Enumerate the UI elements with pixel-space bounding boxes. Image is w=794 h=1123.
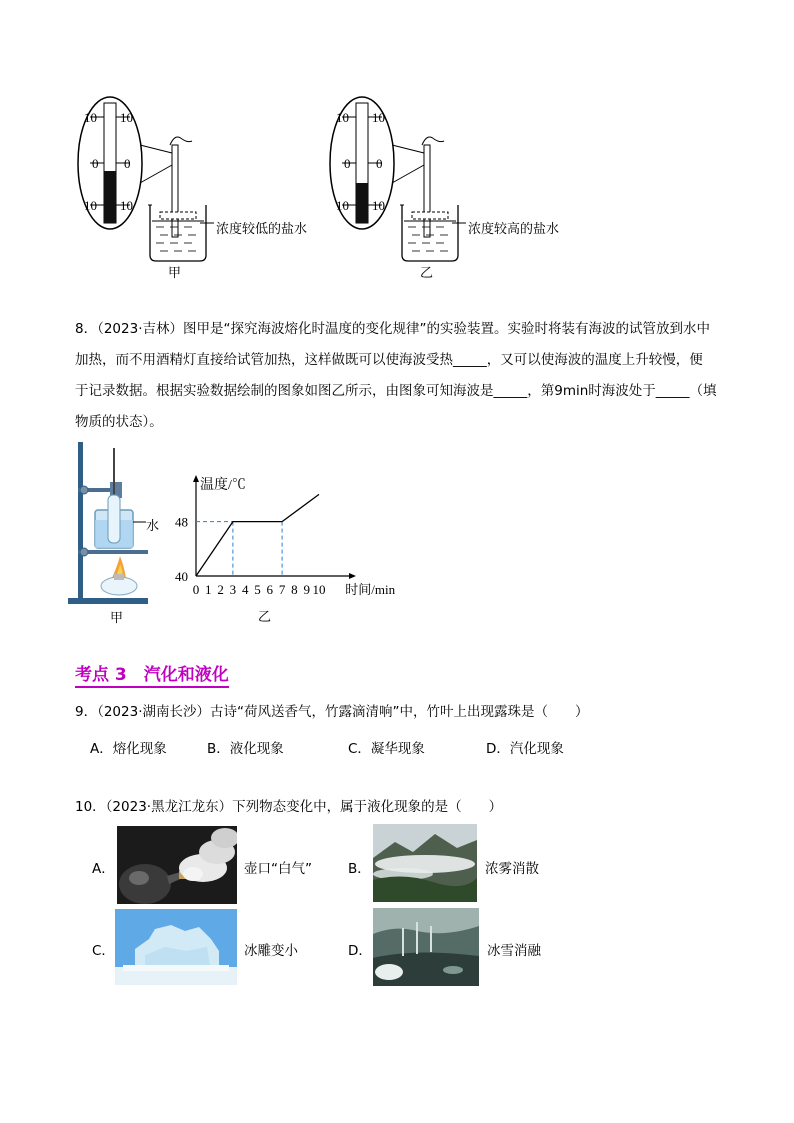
ice-sculpture-image	[115, 909, 237, 985]
q10-option-c-text: 冰雕变小	[244, 943, 298, 959]
q10-option-b-letter: B．	[348, 861, 371, 877]
svg-text:10: 10	[336, 110, 349, 125]
x-tick-label: 0	[192, 582, 200, 597]
label-low-concentration: 浓度较低的盐水	[216, 222, 308, 237]
svg-text:0: 0	[124, 156, 131, 171]
y-axis-arrow	[193, 475, 199, 482]
svg-text:0: 0	[92, 156, 99, 171]
thermometer-figure-left	[70, 95, 350, 285]
q10-option-d-text: 冰雪消融	[487, 943, 541, 959]
chart-ylabel: 温度/℃	[200, 478, 246, 493]
y-tick-label: 48	[175, 514, 188, 530]
q10-option-c-letter: C．	[92, 943, 115, 959]
y-tick-label: 40	[175, 569, 188, 584]
q10-option-a-letter: A．	[92, 861, 115, 877]
x-tick-label: 9	[303, 582, 310, 597]
x-axis-label: 时间/min	[345, 582, 396, 597]
apparatus-figure	[68, 440, 178, 608]
q8-line-3: 于记录数据。根据实验数据绘制的图象如图乙所示，由图象可知海波是_____，第9min时海波处于_____（填	[75, 383, 717, 399]
x-tick-label: 10	[312, 582, 326, 597]
q9-option-d: D．汽化现象	[486, 741, 564, 757]
q10-option-d-letter: D．	[348, 943, 372, 959]
x-axis-arrow	[349, 573, 356, 579]
melting-snow-image	[373, 908, 479, 986]
svg-text:10: 10	[120, 198, 133, 213]
q10-option-b-text: 浓雾消散	[485, 861, 539, 877]
section-heading: 考点 3 汽化和液化	[75, 664, 229, 688]
svg-text:10: 10	[120, 110, 133, 125]
caption-right: 乙	[420, 266, 434, 281]
label-high-concentration: 浓度较高的盐水	[468, 222, 560, 237]
svg-text:10: 10	[336, 198, 349, 213]
svg-text:10: 10	[372, 198, 385, 213]
svg-text:0: 0	[344, 156, 351, 171]
q10-stem: 10．（2023·黑龙江龙东）下列物态变化中，属于液化现象的是（ ）	[75, 799, 503, 815]
apparatus-caption: 甲	[110, 611, 124, 626]
x-tick-label: 2	[217, 582, 224, 597]
q8-line-4: 物质的状态）。	[75, 414, 163, 430]
svg-text:10: 10	[372, 110, 385, 125]
x-tick-label: 8	[291, 582, 298, 597]
apparatus-water-label: 水	[146, 519, 160, 534]
x-tick-label: 1	[205, 582, 212, 597]
q9-stem: 9．（2023·湖南长沙）古诗“荷风送香气，竹露滴清响”中，竹叶上出现露珠是（ ）	[75, 704, 589, 720]
svg-text:10: 10	[84, 110, 97, 125]
x-tick-label: 4	[241, 582, 249, 597]
svg-text:0: 0	[376, 156, 383, 171]
x-tick-label: 6	[266, 582, 274, 597]
x-tick-label: 7	[278, 582, 286, 597]
thermometer-figure-right	[322, 95, 602, 285]
q8-line-2: 加热，而不用酒精灯直接给试管加热，这样做既可以使海波受热_____，又可以使海波的温度上升较慢，便	[75, 352, 703, 368]
chart-caption: 乙	[258, 610, 272, 625]
q9-option-b: B．液化现象	[207, 741, 284, 757]
svg-text:10: 10	[84, 198, 97, 213]
caption-left: 甲	[168, 266, 182, 281]
fog-mountain-image	[373, 824, 477, 902]
q9-option-c: C．凝华现象	[348, 741, 425, 757]
x-tick-label: 3	[229, 582, 237, 597]
x-tick-label: 5	[254, 582, 261, 597]
series-line	[196, 494, 319, 576]
kettle-steam-image	[117, 826, 237, 904]
q9-option-a: A．熔化现象	[90, 741, 167, 757]
q8-line-1: 8．（2023·吉林）图甲是“探究海波熔化时温度的变化规律”的实验装置。实验时将装有海波的试管放到水中	[75, 321, 710, 337]
q10-option-a-text: 壶口“白气”	[244, 861, 312, 877]
